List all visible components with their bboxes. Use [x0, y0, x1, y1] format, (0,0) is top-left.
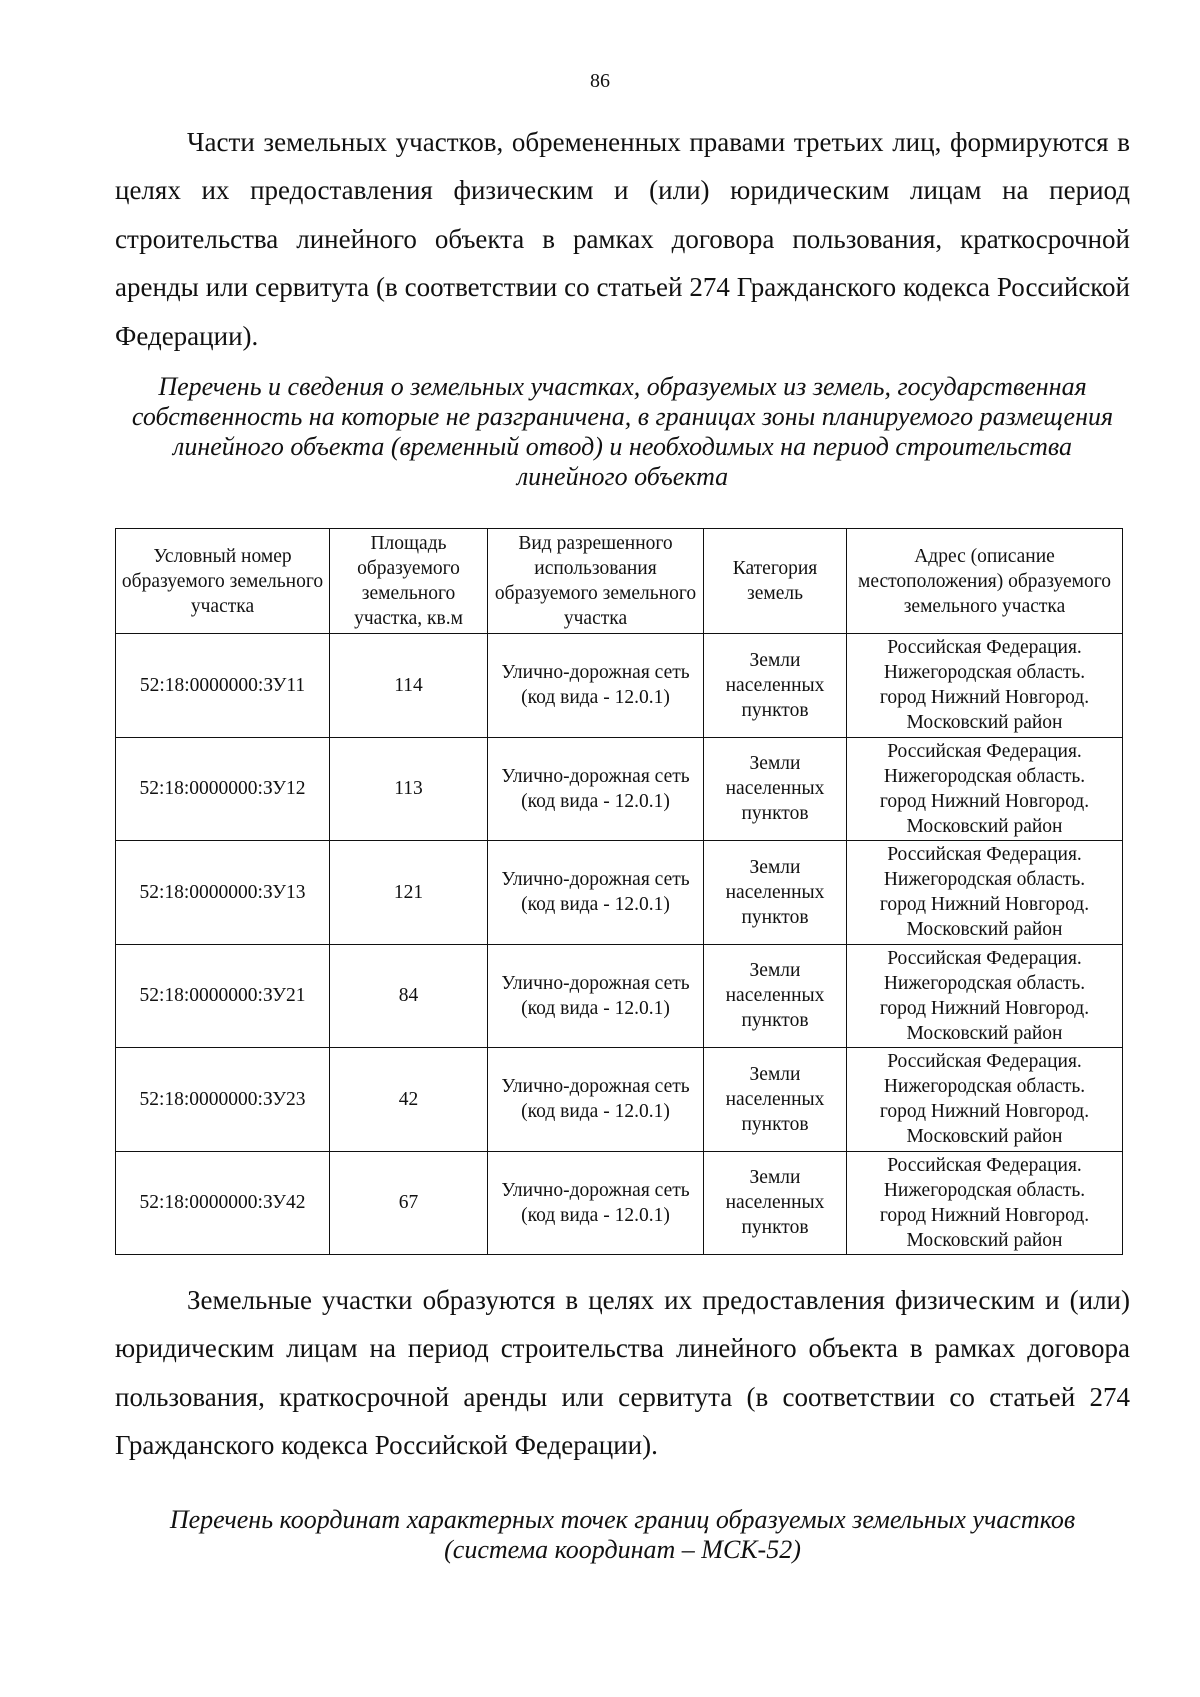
header-area: Площадь образуемого земельного участка, кв.м: [330, 529, 488, 634]
table-row: [116, 1151, 1123, 1255]
cell-permitted-use: Улично-дорожная сеть (код вида - 12.0.1): [488, 944, 704, 1048]
intro-paragraph: Части земельных участков, обремененных правами третьих лиц, формируются в целях их предоставления физическим и (или) юридическим лицам на период строительства линейного объекта в рамках договора пользования, краткосрочной аренды или сервитута (в соответствии со статьей 274 Гражданского кодекса Российской Федерации).: [115, 127, 1130, 351]
address-line: Московский район: [906, 712, 1063, 734]
cell-permitted-use: Улично-дорожная сеть (код вида - 12.0.1): [488, 634, 704, 738]
cell-land-category: Земли населенных пунктов: [704, 841, 847, 945]
cell-parcel-number: 52:18:0000000:ЗУ23: [116, 1048, 330, 1152]
address-line: город Нижний Новгород.: [879, 997, 1090, 1019]
address-line: Нижегородская область.: [883, 765, 1086, 787]
page-number: 86: [590, 70, 610, 92]
cell-permitted-use: Улично-дорожная сеть (код вида - 12.0.1): [488, 841, 704, 945]
cell-land-category: Земли населенных пунктов: [704, 1151, 847, 1255]
address-line: Российская Федерация.: [887, 1154, 1082, 1176]
cell-address: [847, 634, 1123, 738]
address-line: город Нижний Новгород.: [879, 1101, 1090, 1123]
coordinates-caption: Перечень координат характерных точек границ образуемых земельных участков (система координат – МСК-52): [169, 1505, 1076, 1564]
address-line: Московский район: [906, 1229, 1063, 1251]
address-line: Московский район: [906, 1022, 1063, 1044]
header-parcel-number: Условный номер образуемого земельного участка: [116, 529, 330, 634]
cell-area: 114: [330, 634, 488, 738]
closing-paragraph: Земельные участки образуются в целях их предоставления физическим и (или) юридическим лицам на период строительства линейного объекта в рамках договора пользования, краткосрочной аренды или сервитута (в соответствии со статьей 274 Гражданского кодекса Российской Федерации).: [115, 1285, 1130, 1461]
cell-address: [847, 737, 1123, 841]
cell-land-category: Земли населенных пунктов: [704, 634, 847, 738]
address-line: Нижегородская область.: [883, 869, 1086, 891]
table-row: [116, 634, 1123, 738]
cell-land-category: Земли населенных пунктов: [704, 944, 847, 1048]
address-line: Нижегородская область.: [883, 972, 1086, 994]
cell-address: [847, 841, 1123, 945]
address-line: город Нижний Новгород.: [879, 894, 1090, 916]
header-address: Адрес (описание местоположения) образуемого земельного участка: [847, 529, 1123, 634]
address-line: Российская Федерация.: [887, 1051, 1082, 1073]
address-line: Нижегородская область.: [883, 1179, 1086, 1201]
land-parcels-table: [115, 528, 1123, 1255]
address-line: Российская Федерация.: [887, 844, 1082, 866]
address-line: Российская Федерация.: [887, 740, 1082, 762]
address-line: Московский район: [906, 1126, 1063, 1148]
cell-parcel-number: 52:18:0000000:ЗУ11: [116, 634, 330, 738]
cell-address: [847, 1048, 1123, 1152]
address-line: город Нижний Новгород.: [879, 790, 1090, 812]
address-line: Российская Федерация.: [887, 637, 1082, 659]
table-row: [116, 841, 1123, 945]
table-body: [116, 634, 1123, 1255]
cell-permitted-use: Улично-дорожная сеть (код вида - 12.0.1): [488, 737, 704, 841]
table-row: [116, 1048, 1123, 1152]
cell-area: 67: [330, 1151, 488, 1255]
cell-area: 42: [330, 1048, 488, 1152]
cell-parcel-number: 52:18:0000000:ЗУ42: [116, 1151, 330, 1255]
cell-parcel-number: 52:18:0000000:ЗУ13: [116, 841, 330, 945]
cell-address: [847, 944, 1123, 1048]
header-permitted-use: Вид разрешенного использования образуемого земельного участка: [488, 529, 704, 634]
cell-parcel-number: 52:18:0000000:ЗУ21: [116, 944, 330, 1048]
address-line: город Нижний Новгород.: [879, 1204, 1090, 1226]
address-line: город Нижний Новгород.: [879, 687, 1090, 709]
address-line: Нижегородская область.: [883, 662, 1086, 684]
cell-land-category: Земли населенных пунктов: [704, 1048, 847, 1152]
table-row: [116, 737, 1123, 841]
table-row: [116, 944, 1123, 1048]
cell-address: [847, 1151, 1123, 1255]
cell-area: 121: [330, 841, 488, 945]
cell-area: 84: [330, 944, 488, 1048]
header-land-category: Категория земель: [704, 529, 847, 634]
table-caption: Перечень и сведения о земельных участках, образуемых из земель, государственная собственность на которые не разграничена, в границах зоны планируемого размещения линейного объекта (временный отвод) и необходимых на период строительства линейного объекта: [131, 372, 1114, 491]
table-header-row: [116, 529, 1123, 634]
cell-land-category: Земли населенных пунктов: [704, 737, 847, 841]
cell-parcel-number: 52:18:0000000:ЗУ12: [116, 737, 330, 841]
address-line: Российская Федерация.: [887, 947, 1082, 969]
address-line: Московский район: [906, 815, 1063, 837]
address-line: Московский район: [906, 919, 1063, 941]
address-line: Нижегородская область.: [883, 1076, 1086, 1098]
cell-permitted-use: Улично-дорожная сеть (код вида - 12.0.1): [488, 1048, 704, 1152]
cell-permitted-use: Улично-дорожная сеть (код вида - 12.0.1): [488, 1151, 704, 1255]
cell-area: 113: [330, 737, 488, 841]
